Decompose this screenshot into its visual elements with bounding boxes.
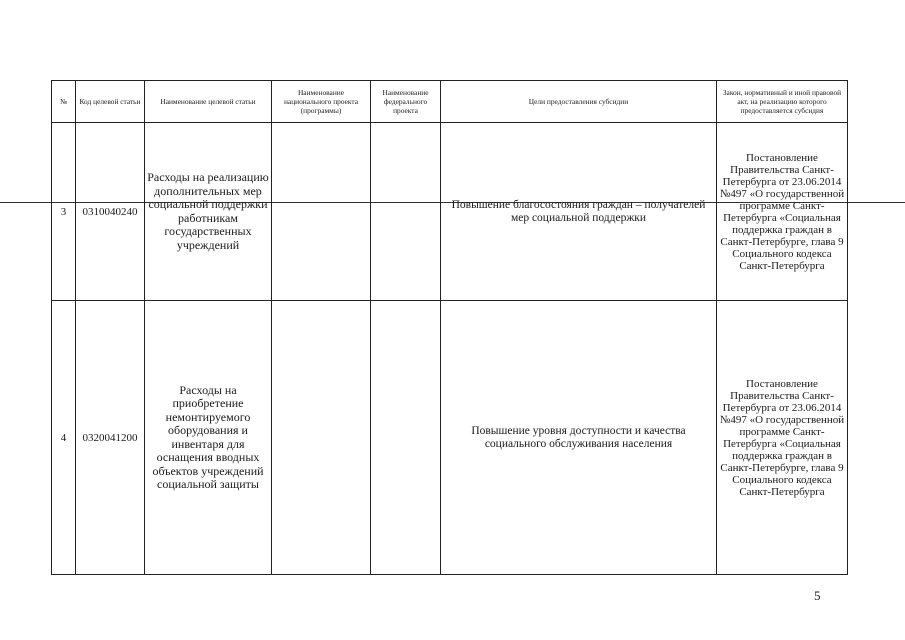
header-goals: Цели предоставления субсидии [441, 81, 717, 123]
row-num: 4 [52, 301, 76, 575]
header-code: Код целевой статьи [76, 81, 145, 123]
row-num: 3 [52, 123, 76, 301]
row-national-project [272, 301, 371, 575]
header-national-project: Наименование национального проекта (программы) [272, 81, 371, 123]
table-row [52, 123, 848, 301]
row-name: Расходы на приобретение немонтируемого оборудования и инвентаря для оснащения вводных объектов учреждений социальной защиты [145, 301, 272, 575]
table-row [52, 301, 848, 575]
row-national-project [272, 123, 371, 301]
subsidy-table [51, 80, 848, 575]
header-federal-project: Наименование федерального проекта [371, 81, 441, 123]
header-name: Наименование целевой статьи [145, 81, 272, 123]
row-law: Постановление Правительства Санкт-Петербурга от 23.06.2014 №497 «О государственной программе Санкт-Петербурга «Социальная поддержка граждан в Санкт-Петербурге, глава 9 Социального кодекса Санкт-Петербурга [717, 123, 848, 301]
row-code: 0320041200 [76, 301, 145, 575]
header-law: Закон, нормативный и иной правовой акт, на реализацию которого предоставляется субсидия [717, 81, 848, 123]
row-federal-project [371, 123, 441, 301]
row-code: 0310040240 [76, 123, 145, 301]
header-num: № [52, 81, 76, 123]
page-number: 5 [814, 588, 821, 603]
row-goals: Повышение благосостояния граждан – получателей мер социальной поддержки [441, 123, 717, 301]
row-name: Расходы на реализацию дополнительных мер социальной поддержки работникам государственных учреждений [145, 123, 272, 301]
row-goals: Повышение уровня доступности и качества социального обслуживания населения [441, 301, 717, 575]
table-header-row [52, 81, 848, 123]
row-federal-project [371, 301, 441, 575]
row-law: Постановление Правительства Санкт-Петербурга от 23.06.2014 №497 «О государственной программе Санкт-Петербурга «Социальная поддержка граждан в Санкт-Петербурге, глава 9 Социального кодекса Санкт-Петербурга [717, 301, 848, 575]
